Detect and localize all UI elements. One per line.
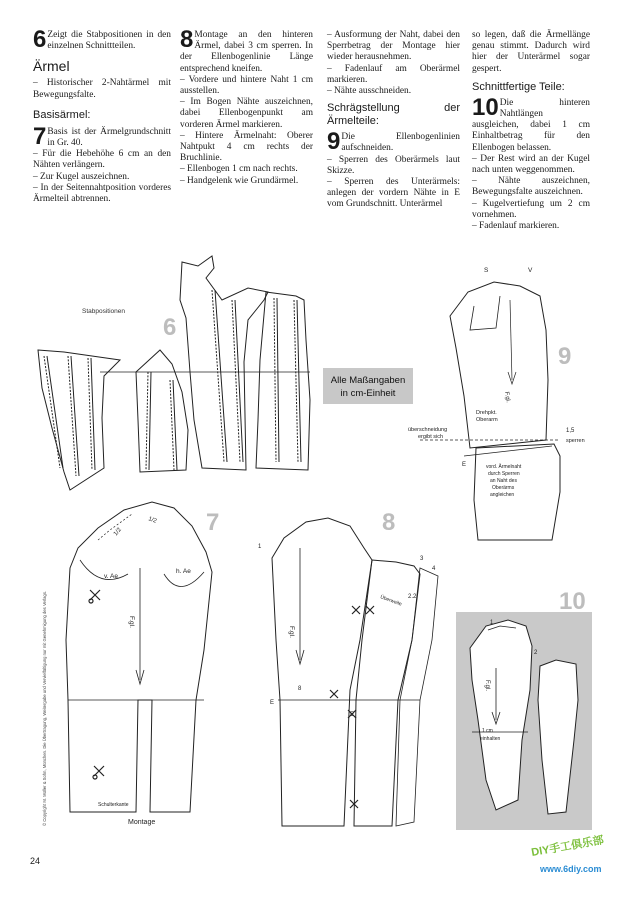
paragraph-9: 9 Die Ellenbogenlinien aufschneiden.: [327, 128, 460, 156]
text-column-1: [33, 26, 171, 205]
step-number-8: 8: [180, 26, 194, 53]
svg-text:1 cm: 1 cm: [482, 728, 493, 734]
text-c4-continuation: so legen, daß die Ärmellänge genau stimmt. Dadurch wird hier der Unterärmel sogar gespert.: [472, 30, 590, 74]
step-number-7: 7: [33, 122, 47, 150]
svg-text:1/2: 1/2: [147, 516, 158, 525]
svg-text:F.gl.: F.gl.: [288, 626, 295, 638]
figure-7: [66, 502, 219, 826]
page-number: 24: [30, 856, 41, 866]
list-item-c3-1: – Ausformung der Naht, dabei den Sperrbetrag der Montage hier wieder herausnehmen.: [327, 30, 460, 63]
svg-text:durch Sperren: durch Sperren: [488, 471, 520, 477]
fig6-stays-left: [44, 356, 95, 476]
list-item-9-1: – Sperren des Oberärmels laut Skizze.: [327, 154, 460, 176]
svg-text:vord. Ärmelnaht: vord. Ärmelnaht: [486, 464, 522, 470]
figure-8-label: 8: [382, 509, 396, 536]
svg-text:Oberärms: Oberärms: [492, 485, 515, 491]
svg-text:angleichen: angleichen: [490, 492, 515, 498]
figure-10: [456, 588, 592, 830]
svg-text:in cm-Einheit: in cm-Einheit: [340, 388, 396, 399]
text-historischer: – Historischer 2-Nahtärmel mit Bewegungsfalte.: [33, 78, 171, 100]
fig7-sleeve-outline: [66, 502, 212, 812]
list-item-8-1: – Vordere und hintere Naht 1 cm ausstellen.: [180, 74, 313, 97]
list-item-7-2: – Zur Kugel auszeichnen.: [33, 171, 130, 182]
fig8-upper-sleeve: [272, 518, 372, 826]
list-item-9-2: – Sperren des Unterärmels: anlegen der vordern Nähte in E vom Grundschnitt. Unterärmel: [327, 177, 460, 210]
svg-text:DIY手工俱乐部: DIY手工俱乐部: [530, 834, 605, 859]
svg-text:Überweite: Überweite: [379, 594, 403, 608]
fig7-cut-marks: [89, 590, 104, 779]
figure-6: [38, 256, 310, 490]
paragraph-6: 6 Zeigt die Stabpositionen in den einzelnen Schnittteilen.: [33, 26, 171, 53]
paragraph-10: 10 Die hinteren Nahtlängen ausgleichen, dabei 1 cm Einhaltbetrag für den Ellenbogen belassen.: [472, 93, 590, 153]
svg-text:überschneidung: überschneidung: [408, 427, 448, 433]
fig9-lower-sleeve: [474, 444, 560, 540]
figure-6-label: 6: [163, 314, 177, 341]
svg-text:Alle Maßangaben: Alle Maßangaben: [330, 375, 406, 386]
list-item-8-4: – Ellenbogen 1 cm nach rechts.: [180, 164, 298, 175]
svg-text:3: 3: [420, 556, 424, 562]
text-column-2: [180, 26, 313, 187]
list-item-10-2: – Nähte auszeichnen, Bewegungsfalte auszeichnen.: [472, 176, 590, 198]
svg-text:S: S: [484, 267, 489, 274]
pattern-drawings: [0, 250, 620, 898]
svg-text:Montage: Montage: [128, 819, 156, 826]
heading-basisaermel: Basisärmel:: [33, 108, 91, 121]
list-item-8-3: – Hintere Ärmelnaht: Oberer Nahtpukt 4 cm rechts der Bruchlinie.: [180, 130, 313, 164]
figure-7-label: 7: [206, 509, 220, 536]
list-item-10-1: – Der Rest wird an der Kugel nach unten weggenommen.: [472, 153, 590, 176]
svg-text:2: 2: [534, 650, 538, 656]
watermark: [530, 832, 605, 874]
figure-8: [258, 509, 438, 826]
list-item-7-3: – In der Seitennahtposition vorderes Ärmelteil abtrennen.: [33, 182, 171, 205]
svg-text:F.gl.: F.gl.: [503, 391, 511, 404]
copyright-notice: © Copyright M. Müller & Sohn, München. Die Übertragung, Weitergabe und Vervielfältigung nur mit Genehmigung des Verlags.: [42, 590, 47, 826]
list-item-10-3: – Kugelvertiefung um 2 cm vornehmen.: [472, 198, 590, 220]
paragraph-7: 7 Basis ist der Ärmelgrundschnitt in Gr. 40.: [33, 122, 171, 150]
svg-text:F.gl.: F.gl.: [128, 616, 135, 628]
fig6-panel-middle: [136, 350, 188, 472]
heading-schraegstellung: Schrägstellung der Ärmelteile:: [327, 102, 460, 128]
svg-text:ergibt sich: ergibt sich: [418, 434, 444, 440]
text-column-4: [472, 30, 590, 232]
svg-text:F.gl.: F.gl.: [484, 680, 490, 692]
step-number-10: 10: [472, 93, 499, 121]
svg-text:einhalten: einhalten: [480, 736, 501, 742]
svg-text:v. Ae: v. Ae: [104, 573, 118, 580]
list-item-7-1: – Für die Hebehöhe 6 cm an den Nähten verlängern.: [33, 149, 171, 171]
figure-9-label: 9: [558, 343, 572, 370]
heading-schnittfertige: Schnittfertige Teile:: [472, 80, 565, 93]
list-item-8-5: – Handgelenk wie Grundärmel.: [180, 175, 299, 186]
fig8-extension: [396, 568, 438, 826]
svg-text:h. Ae: h. Ae: [176, 568, 191, 575]
list-item-c3-3: – Nähte ausschneiden.: [327, 86, 412, 97]
heading-aermel: Ärmel: [33, 58, 70, 75]
svg-text:1: 1: [490, 620, 494, 626]
paragraph-8: 8 Montage an den hinteren Ärmel, dabei 3 cm sperren. In der Ellenbogenlinie Länge entsprechend kneifen.: [180, 26, 313, 74]
figure-10-label: 10: [559, 588, 586, 615]
measurement-note-box: [323, 368, 413, 404]
svg-text:Schulterkante: Schulterkante: [98, 802, 129, 808]
svg-text:an Naht des: an Naht des: [490, 478, 517, 484]
svg-text:E: E: [462, 462, 467, 468]
text-column-3: [327, 30, 460, 211]
svg-text:V: V: [528, 267, 533, 274]
fig8-cut-marks: [330, 606, 374, 808]
list-item-10-4: – Fadenlauf markieren.: [472, 221, 560, 232]
svg-text:Drehpkt.: Drehpkt.: [476, 410, 497, 416]
step-number-9: 9: [327, 128, 341, 156]
svg-text:E: E: [350, 712, 355, 718]
svg-text:www.6diy.com: www.6diy.com: [540, 864, 602, 874]
figure-9: [408, 267, 585, 540]
step-number-6: 6: [33, 26, 47, 53]
list-item-8-2: – Im Bogen Nähte auszeichnen, dabei Ellenbogenpunkt am vorderen Ärmel markieren.: [180, 97, 313, 130]
figure-6-caption: Stabpositionen: [82, 308, 126, 315]
fig6-panel-far-right: [256, 292, 310, 470]
fig6-panel-right: [180, 256, 268, 470]
svg-text:Oberarm: Oberarm: [476, 417, 498, 423]
svg-text:1/2: 1/2: [112, 527, 123, 538]
svg-text:1: 1: [258, 544, 262, 550]
svg-text:8: 8: [298, 686, 302, 692]
svg-text:4: 4: [432, 566, 436, 572]
svg-text:1,5: 1,5: [566, 428, 575, 434]
svg-text:sperren: sperren: [566, 438, 585, 444]
svg-text:2.2: 2.2: [408, 594, 417, 600]
svg-text:E: E: [270, 700, 275, 706]
list-item-c3-2: – Fadenlauf am Oberärmel markieren.: [327, 63, 460, 85]
